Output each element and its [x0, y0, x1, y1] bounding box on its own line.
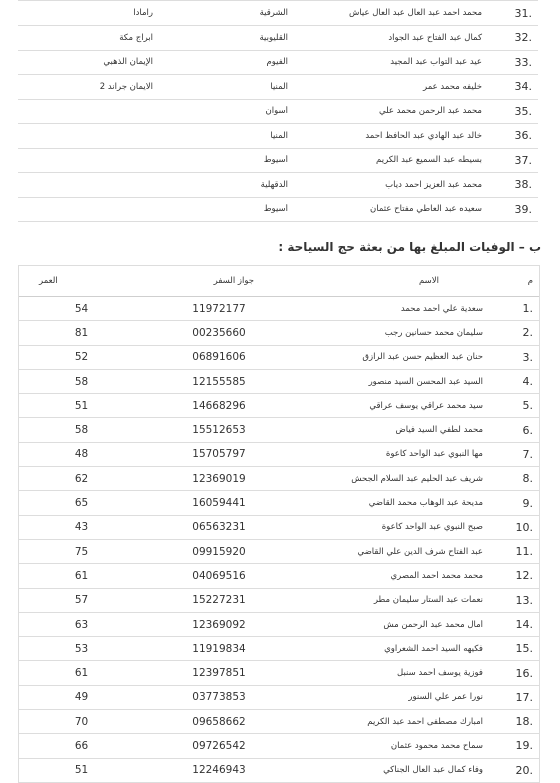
row-passport: 15512653 — [192, 424, 246, 437]
row-company: الايمان جراند 2 — [99, 81, 153, 92]
row-governorate: القليوبية — [259, 32, 288, 43]
header-age: العمر — [39, 276, 58, 286]
row-number: 13. — [515, 593, 533, 607]
row-passport: 11919834 — [192, 642, 246, 655]
row-governorate: أسيوط — [263, 155, 288, 166]
row-name: كمال عبد الفتاح عبد الجواد — [388, 32, 482, 43]
row-governorate: المنيا — [270, 130, 288, 141]
row-governorate: الشرقية — [259, 8, 288, 18]
row-name: نورا عمر علي السنور — [408, 692, 483, 703]
row-age: 70 — [74, 715, 89, 728]
table-row — [19, 589, 539, 613]
row-name: امبارك مصطفى احمد عبد الكريم — [367, 716, 483, 727]
row-age: 52 — [74, 351, 89, 364]
row-passport: 00235660 — [192, 326, 246, 339]
row-number: 39. — [514, 202, 532, 216]
row-age: 43 — [74, 521, 89, 534]
table-row — [18, 124, 538, 149]
row-number: 14. — [515, 618, 533, 631]
row-passport: 12155585 — [192, 375, 246, 388]
table-row — [19, 661, 539, 685]
row-age: 66 — [74, 739, 89, 752]
row-number: 15. — [515, 642, 533, 656]
table-row — [19, 564, 539, 588]
table-row — [19, 710, 539, 734]
table-row — [19, 613, 539, 637]
table-row — [19, 346, 539, 370]
row-passport: 09915920 — [192, 545, 246, 558]
row-passport: 11972177 — [192, 302, 246, 315]
row-passport: 12369092 — [192, 618, 246, 631]
row-name: عبد الفتاح شرف الدين علي القاضي — [357, 546, 483, 557]
row-number: 11. — [515, 545, 533, 559]
table-row — [19, 516, 539, 540]
row-passport: 12246943 — [192, 764, 246, 777]
row-name: صبح النبوي عبد الواحد كاعوة — [381, 522, 483, 533]
row-governorate: المنيا — [270, 81, 288, 92]
row-number: 12. — [515, 569, 533, 583]
row-number: 10. — [515, 520, 533, 534]
row-name: سليمان محمد حسانين رجب — [384, 327, 483, 338]
section-heading: ب – الوفيات المبلغ بها من بعثة حج السياحة : — [278, 240, 541, 254]
row-number: 36. — [514, 129, 532, 143]
row-name: مديحة عبد الوهاب محمد القاضي — [368, 498, 483, 509]
row-name: محمد احمد عبد العال عبد العال عياش — [348, 8, 482, 18]
row-name: محمد عبد العزيز احمد دياب — [385, 179, 482, 190]
row-age: 51 — [74, 764, 89, 777]
row-number: 37. — [514, 153, 532, 167]
table-row — [19, 297, 539, 321]
row-number: 3. — [522, 350, 533, 364]
table-row — [19, 637, 539, 661]
table-row — [18, 1, 538, 26]
header-passport: جواز السفر — [213, 276, 254, 286]
table-row — [19, 686, 539, 710]
row-age: 75 — [74, 545, 89, 558]
row-name: سماح محمد محمود عثمان — [390, 740, 483, 751]
row-age: 54 — [74, 302, 89, 315]
row-passport: 12369019 — [192, 472, 246, 485]
row-passport: 09726542 — [192, 739, 246, 752]
row-name: حنان عبد العظيم حسن عبد الرازق — [362, 352, 483, 363]
table-row — [19, 370, 539, 394]
table-row — [18, 26, 538, 51]
row-number: 33. — [514, 55, 532, 69]
row-company: ابراج مكة — [119, 32, 153, 43]
row-number: 31. — [514, 6, 532, 20]
row-passport: 04069516 — [192, 569, 246, 582]
row-passport: 03773853 — [192, 691, 246, 704]
row-number: 20. — [515, 763, 533, 777]
deaths-table-tourism-mission — [18, 265, 540, 783]
row-number: 34. — [514, 80, 532, 94]
row-name: نعمات عبد الستار سليمان مطر — [373, 595, 483, 606]
row-passport: 15227231 — [192, 594, 246, 607]
row-number: 38. — [514, 178, 532, 192]
table-row — [18, 198, 538, 223]
table-row — [19, 540, 539, 564]
row-name: عيد عبد التواب عبد المجيد — [390, 57, 482, 68]
table-row — [19, 491, 539, 515]
row-name: خليفه محمد عمر — [423, 81, 482, 92]
table-row — [19, 734, 539, 758]
row-name: وفاء كمال عبد العال الجناكي — [383, 765, 483, 776]
row-age: 51 — [74, 399, 89, 412]
table-row — [19, 443, 539, 467]
header-number: م — [527, 276, 533, 286]
row-age: 65 — [74, 497, 89, 510]
table-row — [18, 149, 538, 174]
row-number: 16. — [515, 666, 533, 680]
row-name: سعيده عبد العاطي مفتاح عثمان — [370, 204, 482, 215]
row-name: محمد لطفي السيد فياض — [395, 425, 483, 436]
row-name: خالد عبد الهادي عبد الحافظ احمد — [365, 130, 482, 141]
row-name: فكيهه السيد أحمد الشعراوي — [384, 643, 483, 654]
row-age: 61 — [74, 667, 89, 680]
row-number: 5. — [522, 399, 533, 413]
row-name: مها النبوي عبد الواحد كاعوة — [385, 449, 483, 460]
row-age: 57 — [74, 594, 89, 607]
row-passport: 14668296 — [192, 399, 246, 412]
row-age: 61 — [74, 569, 89, 582]
row-passport: 09658662 — [192, 715, 246, 728]
row-governorate: الدقهلية — [260, 179, 288, 190]
row-passport: 06891606 — [192, 351, 246, 364]
row-age: 81 — [74, 326, 89, 339]
row-number: 9. — [522, 496, 533, 510]
row-age: 53 — [74, 642, 89, 655]
row-name: السيد عبد المحسن السيد منصور — [368, 376, 483, 387]
row-name: بسيطه عبد السميع عبد الكريم — [376, 155, 482, 166]
table-row — [18, 51, 538, 76]
row-name: شريف عبد الحليم عبد السلام الجحش — [351, 473, 483, 484]
row-name: سعدية علي أحمد محمد — [400, 303, 483, 314]
row-name: سيد محمد عراقي يوسف عراقي — [369, 400, 483, 411]
table-row — [18, 100, 538, 125]
table-row — [19, 394, 539, 418]
row-name: محمد محمد أحمد المصري — [390, 570, 483, 581]
row-age: 49 — [74, 691, 89, 704]
row-number: 1. — [522, 302, 533, 316]
row-age: 58 — [74, 375, 89, 388]
table-row — [19, 759, 539, 783]
row-number: 35. — [514, 104, 532, 118]
row-passport: 15705797 — [192, 448, 246, 461]
row-company: رامادا — [133, 8, 153, 18]
row-age: 62 — [74, 472, 89, 485]
table-row — [19, 321, 539, 345]
row-number: 8. — [522, 472, 533, 486]
row-number: 7. — [522, 447, 533, 461]
row-number: 4. — [522, 375, 533, 389]
row-number: 17. — [515, 690, 533, 704]
row-governorate: أسيوط — [263, 204, 288, 215]
row-company: الإيمان الذهبي — [103, 57, 153, 68]
deaths-table-pilgrims-part1 — [18, 0, 538, 222]
header-name: الاسم — [419, 276, 439, 286]
row-number: 2. — [522, 326, 533, 340]
row-age: 63 — [74, 618, 89, 631]
row-number: 18. — [515, 715, 533, 729]
row-age: 58 — [74, 424, 89, 437]
row-age: 48 — [74, 448, 89, 461]
row-number: 6. — [522, 423, 533, 437]
row-number: 32. — [514, 31, 532, 45]
row-passport: 06563231 — [192, 521, 246, 534]
row-passport: 12397851 — [192, 667, 246, 680]
row-number: 19. — [515, 739, 533, 753]
row-governorate: الفيوم — [266, 57, 288, 68]
row-name: أمال محمد عبد الرحمن مش — [383, 619, 483, 630]
table-header-row — [19, 266, 539, 297]
table-row — [19, 418, 539, 442]
row-governorate: أسوان — [265, 106, 288, 117]
row-passport: 16059441 — [192, 497, 246, 510]
table-row — [18, 173, 538, 198]
row-name: محمد عبد الرحمن محمد علي — [379, 106, 482, 117]
table-row — [19, 467, 539, 491]
row-name: فوزية يوسف أحمد سنبل — [397, 668, 483, 679]
table-row — [18, 75, 538, 100]
